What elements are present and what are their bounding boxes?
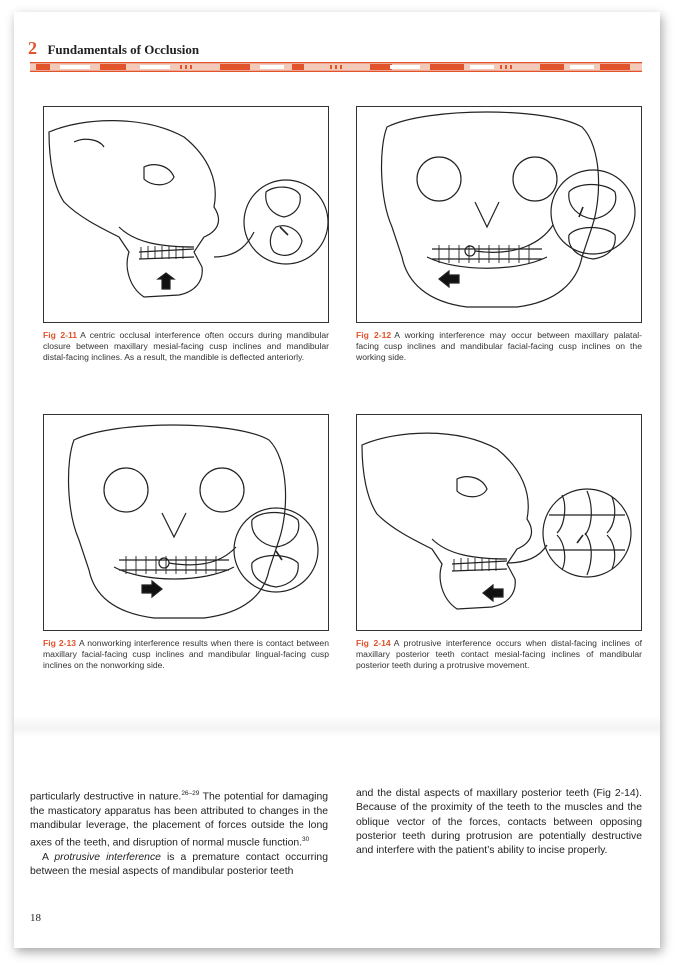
chapter-number: 2 <box>28 38 37 58</box>
figure-2-11-image <box>43 106 329 323</box>
figure-2-14-caption <box>356 638 642 672</box>
body-column-left <box>30 787 328 880</box>
page-number: 18 <box>30 912 41 924</box>
figure-2-13-image <box>43 414 329 631</box>
figure-label: Fig 2-12 <box>356 330 392 340</box>
body-paragraph: and the distal aspects of maxillary posterior teeth (Fig 2-14). Because of the proximity of the teeth to the muscles and the oblique vector of the forces, contacts between opposing posterior teeth during protrusion are potentially destructive and interfere with the patient’s ability to incise properly. <box>356 788 642 857</box>
figure-2-12-caption <box>356 330 642 364</box>
body-column-right <box>356 787 642 858</box>
figure-2-11-caption <box>43 330 329 364</box>
figure-label: Fig 2-13 <box>43 638 77 648</box>
caption-text: A centric occlusal interference often occurs during mandibular closure between maxillary mesial-facing cusp inclines and mandibular distal-facing inclines. As a result, the mandible is deflected anteriorly. <box>43 330 329 363</box>
header-decorative-rule <box>30 62 642 72</box>
page-divider <box>14 715 660 737</box>
chapter-title: Fundamentals of Occlusion <box>47 42 200 57</box>
figure-label: Fig 2-14 <box>356 638 391 648</box>
caption-text: A protrusive interference occurs when distal-facing inclines of maxillary posterior teeth contact mesial-facing inclines of mandibular posterior teeth during a protrusive movement. <box>356 638 642 671</box>
body-paragraph: A protrusive interference is a premature contact occurring between the mesial aspects of mandibular posterior teeth <box>30 852 328 878</box>
caption-text: A working interference may occur between maxillary palatal-facing cusp inclines and mandibular facial-facing cusp inclines on the working side. <box>356 330 642 363</box>
caption-text: A nonworking interference results when there is contact between maxillary facial-facing cusp inclines and mandibular lingual-facing cusp inclines on the nonworking side. <box>43 638 329 671</box>
figure-2-12-image <box>356 106 642 323</box>
figure-2-13-caption <box>43 638 329 672</box>
figure-2-14-image <box>356 414 642 631</box>
body-paragraph: particularly destructive in nature.$^{26-29}$ The potential for damaging the masticatory apparatus has been attributed to changes in the mandibular leverage, the placement of forces outside the long axes of the teeth, and disruption of normal muscle function.$^{30}$ <box>30 790 328 849</box>
running-header <box>28 38 199 62</box>
figure-label: Fig 2-11 <box>43 330 78 340</box>
